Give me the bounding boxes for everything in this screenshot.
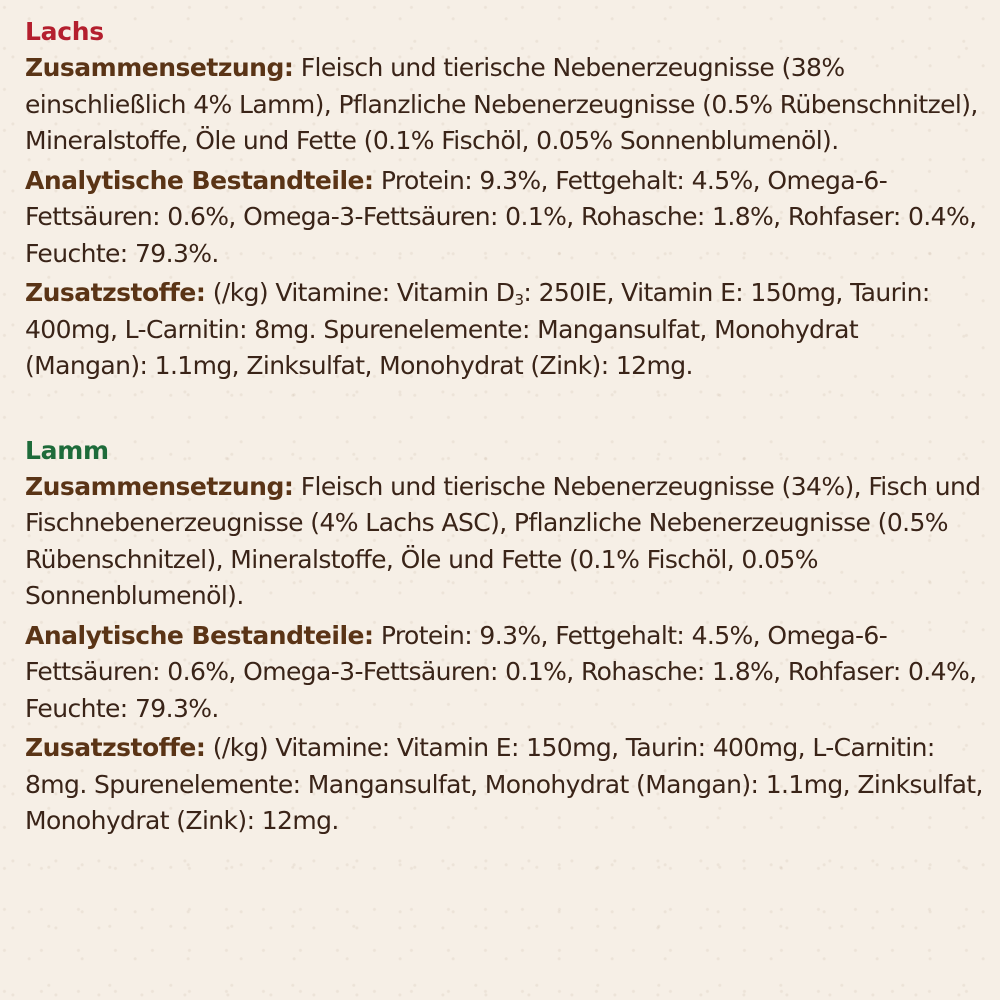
ingredients-document	[25, 14, 985, 843]
composition-label: Zusammensetzung:	[25, 53, 294, 82]
additives-label: Zusatzstoffe:	[25, 733, 206, 762]
vitamin-d-subscript: 3	[514, 291, 524, 309]
additives-text-part1: (/kg) Vitamine: Vitamin D	[212, 278, 515, 307]
composition-text: Fleisch und tierische Nebenerzeugnisse (38% einschließlich 4% Lamm), Pflanzliche Nebenerzeugnisse (0.5% Rübenschnitzel), Mineralstoffe, Öle und Fette (0.1% Fischöl, 0.05% Sonnenblumenöl).	[25, 53, 978, 155]
analytical-constituents-text: Protein: 9.3%, Fettgehalt: 4.5%, Omega-6-Fettsäuren: 0.6%, Omega-3-Fettsäuren: 0.1%, Rohasche: 1.8%, Rohfaser: 0.4%, Feuchte: 79.3%.	[25, 620, 977, 723]
composition-label: Zusammensetzung:	[25, 471, 294, 501]
additives-paragraph	[25, 730, 985, 840]
analytical-constituents-label: Analytische Bestandteile:	[25, 620, 374, 650]
additives-paragraph	[25, 275, 985, 385]
section-lachs	[25, 14, 985, 385]
composition-paragraph	[25, 50, 985, 160]
analytical-constituents-label: Analytische Bestandteile:	[25, 165, 374, 195]
analytical-constituents-paragraph	[25, 618, 985, 728]
additives-text: (/kg) Vitamine: Vitamin E: 150mg, Taurin: 400mg, L-Carnitin: 8mg. Spurenelemente: Mangansulfat, Monohydrat (Mangan): 1.1mg, Zinksulfat, Monohydrat (Zink): 12mg.	[25, 733, 983, 835]
composition-text: Fleisch und tierische Nebenerzeugnisse (34%), Fisch und Fischnebenerzeugnisse (4% Lachs ASC), Pflanzliche Nebenerzeugnisse (0.5% Rübenschnitzel), Mineralstoffe, Öle und Fette (0.1% Fischöl, 0.05% Sonnenblumenöl).	[25, 471, 981, 610]
section-lamm	[25, 433, 985, 840]
composition-paragraph	[25, 469, 985, 615]
analytical-constituents-text: Protein: 9.3%, Fettgehalt: 4.5%, Omega-6-Fettsäuren: 0.6%, Omega-3-Fettsäuren: 0.1%, Rohasche: 1.8%, Rohfaser: 0.4%, Feuchte: 79.3%.	[25, 165, 977, 268]
section-title-lamm: Lamm	[25, 435, 109, 465]
additives-label: Zusatzstoffe:	[25, 278, 206, 307]
additives-text-part2: : 250IE, Vitamin E: 150mg, Taurin: 400mg, L-Carnitin: 8mg. Spurenelemente: Mangansulfat, Monohydrat (Mangan): 1.1mg, Zinksulfat, Monohydrat (Zink): 12mg.	[25, 278, 930, 380]
analytical-constituents-paragraph	[25, 163, 985, 273]
section-title-lachs: Lachs	[25, 17, 104, 46]
